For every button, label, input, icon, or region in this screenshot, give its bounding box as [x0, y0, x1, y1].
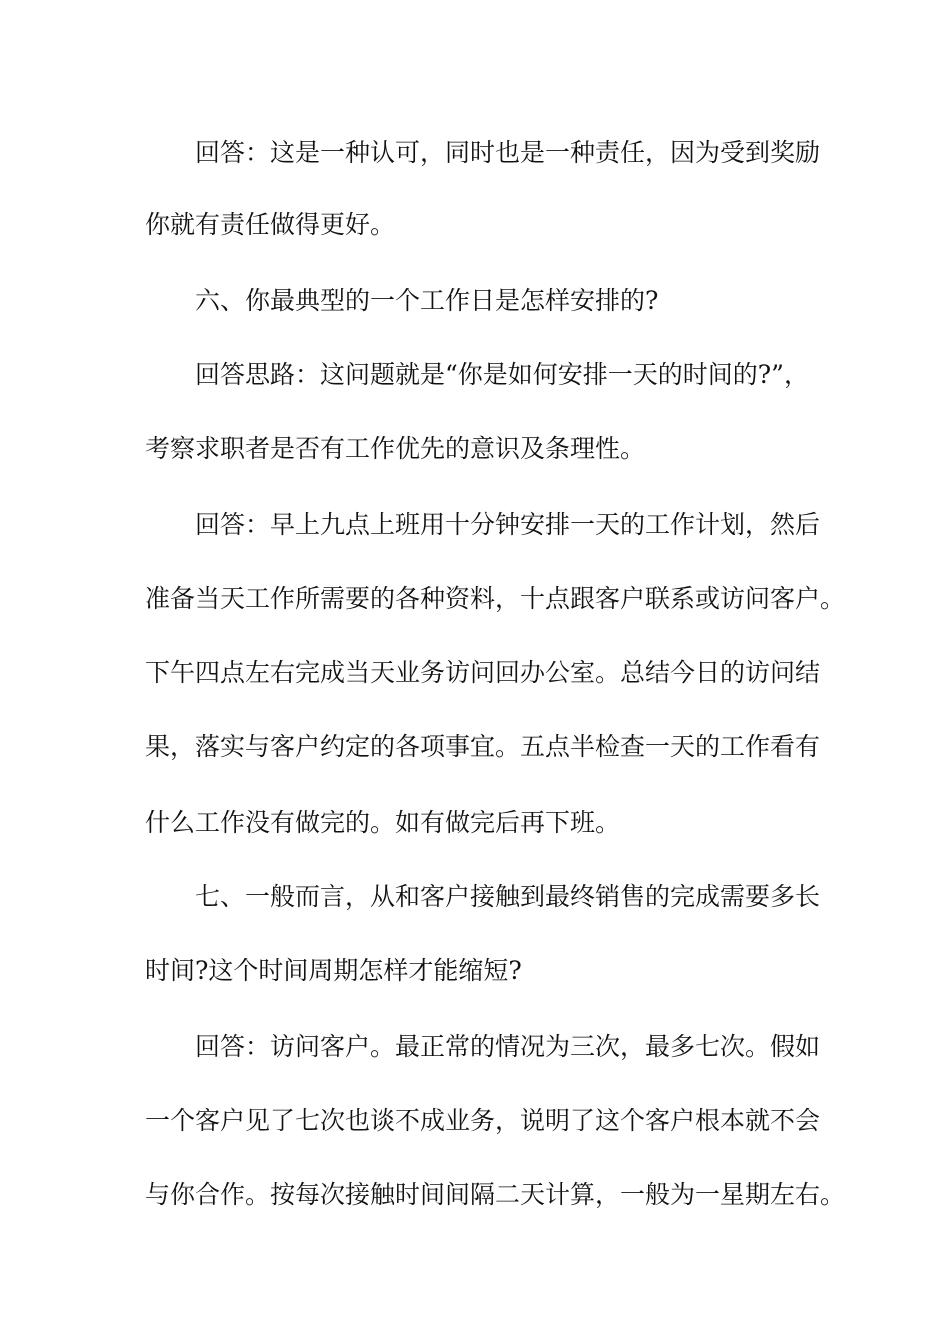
answer-5-line-2: 你就有责任做得更好。 — [145, 210, 396, 239]
answer-5-line-1: 回答：这是一种认可，同时也是一种责任，因为受到奖励 — [195, 138, 821, 167]
question-7-heading-line-2: 时间?这个时间周期怎样才能缩短? — [145, 956, 522, 985]
answer-6-hint-line-2: 考察求职者是否有工作优先的意识及条理性。 — [145, 434, 646, 463]
answer-7-line-3: 与你合作。按每次接触时间间隔二天计算，一般为一星期左右。 — [145, 1180, 846, 1209]
answer-7-line-2: 一个客户见了七次也谈不成业务，说明了这个客户根本就不会 — [145, 1106, 821, 1135]
answer-6-hint-line-1: 回答思路：这问题就是“你是如何安排一天的时间的?”， — [195, 360, 809, 389]
answer-6-line-5: 什么工作没有做完的。如有做完后再下班。 — [145, 808, 621, 837]
answer-6-line-3: 下午四点左右完成当天业务访问回办公室。总结今日的访问结 — [145, 658, 821, 687]
answer-6-line-4: 果，落实与客户约定的各项事宜。五点半检查一天的工作看有 — [145, 732, 821, 761]
answer-6-line-2: 准备当天工作所需要的各种资料，十点跟客户联系或访问客户。 — [145, 584, 846, 613]
question-7-heading-line-1: 七、一般而言，从和客户接触到最终销售的完成需要多长 — [195, 882, 821, 911]
answer-6-line-1: 回答：早上九点上班用十分钟安排一天的工作计划，然后 — [195, 510, 821, 539]
answer-7-line-1: 回答：访问客户。最正常的情况为三次，最多七次。假如 — [195, 1032, 821, 1061]
question-6-heading: 六、你最典型的一个工作日是怎样安排的? — [195, 286, 659, 315]
